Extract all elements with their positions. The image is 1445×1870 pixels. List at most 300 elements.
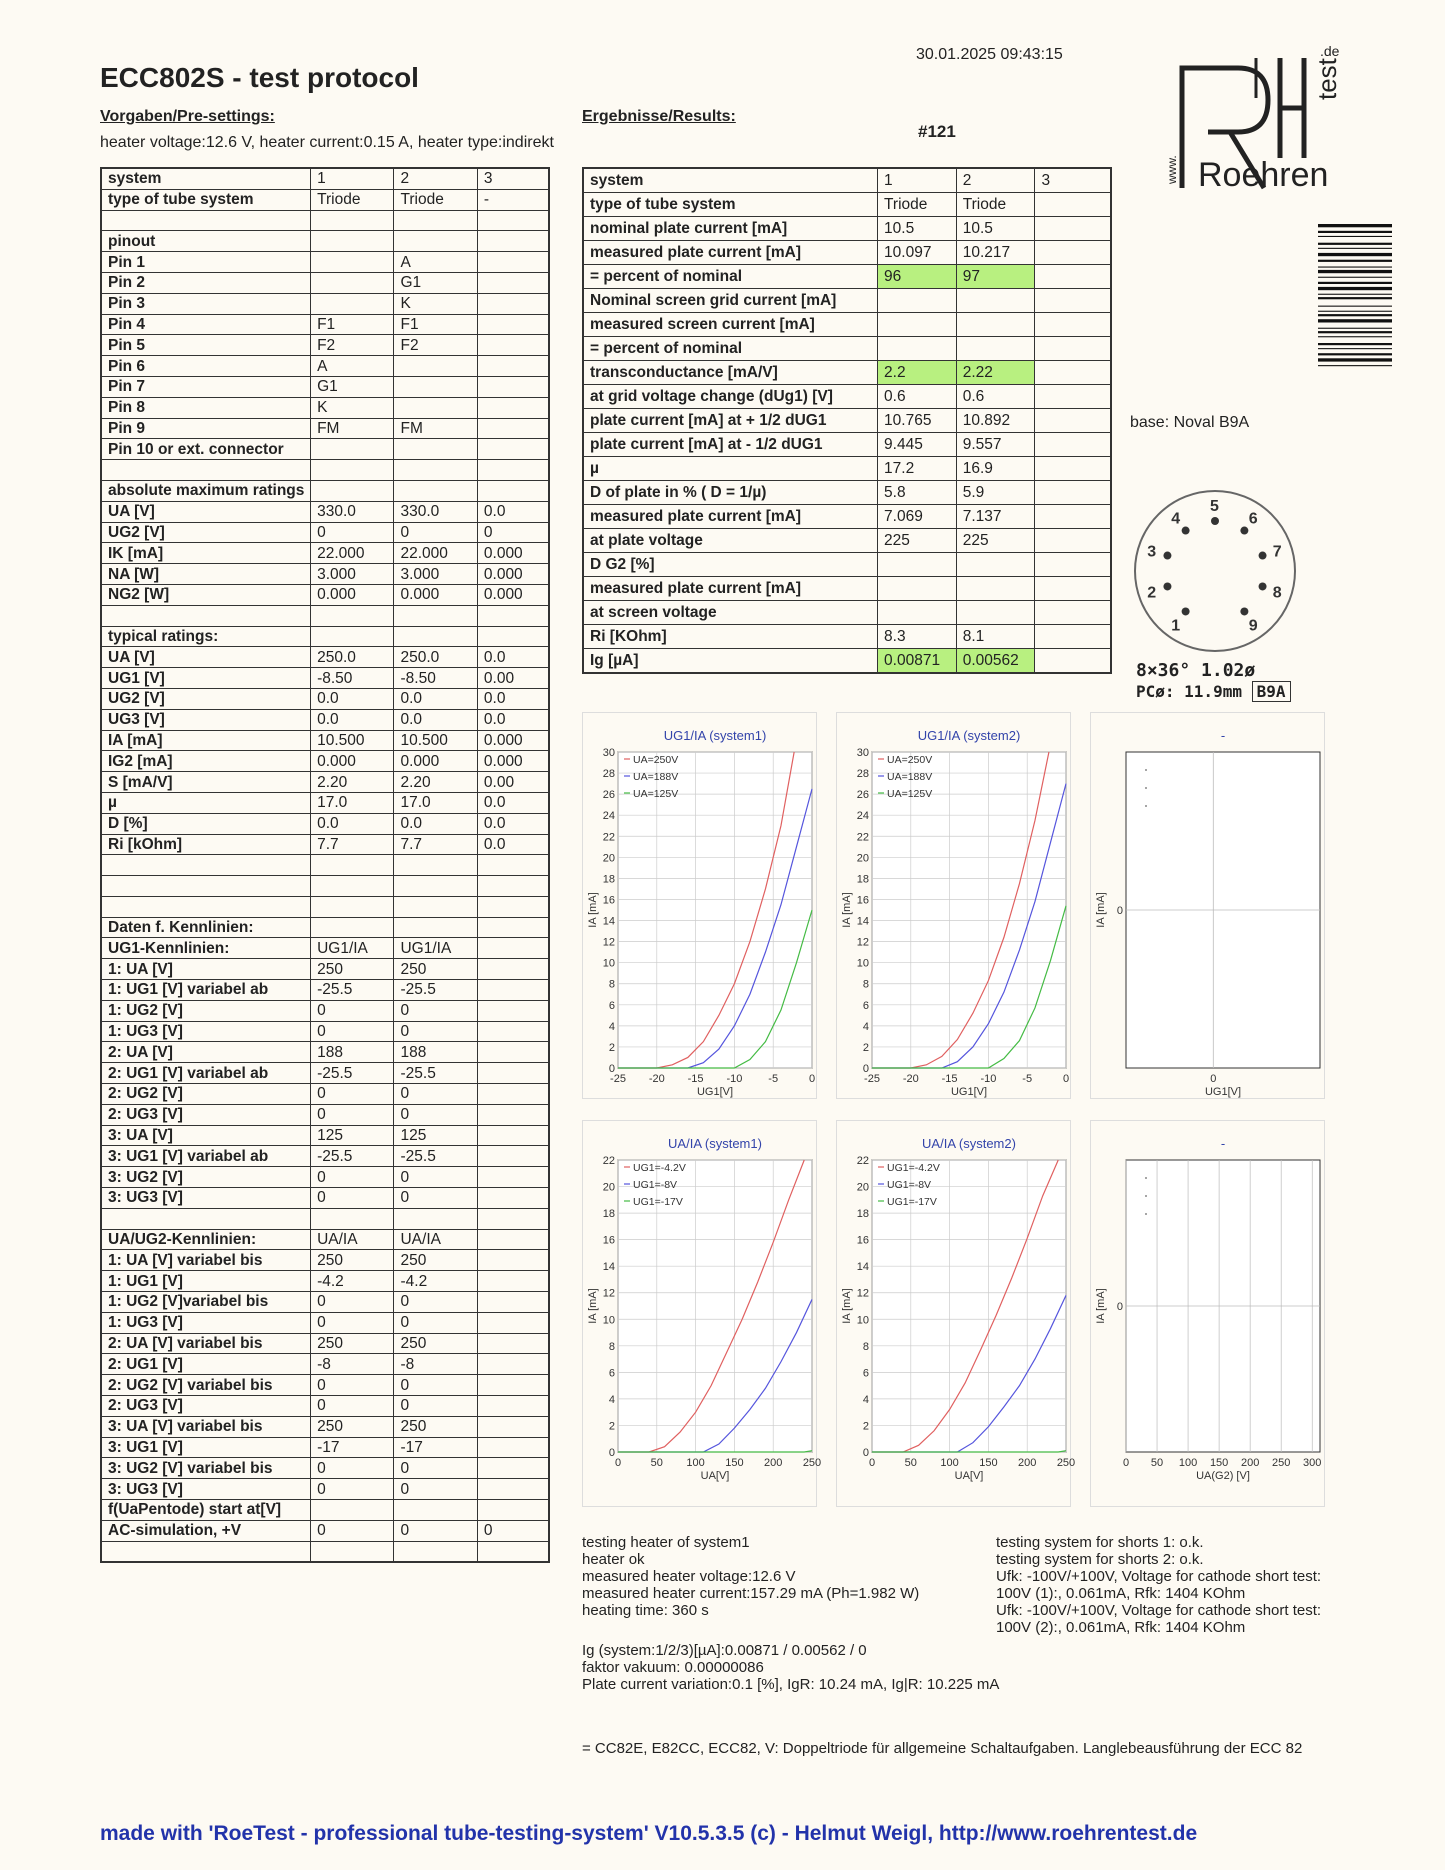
cell-value-3 (1035, 289, 1111, 313)
y-tick-label: 14 (856, 1261, 869, 1274)
cell-value-1: 250 (311, 1250, 394, 1271)
cell-value-1 (311, 1500, 394, 1521)
row-label: Pin 7 (101, 376, 311, 397)
cell-value-3: 3 (477, 168, 549, 189)
x-tick-label: -25 (610, 1073, 626, 1085)
row-label: Pin 4 (101, 314, 311, 335)
cell-value-3 (477, 1084, 549, 1105)
y-tick-label: 0 (862, 1447, 869, 1459)
barcode-bar (1318, 224, 1392, 227)
barcode-bar (1318, 319, 1392, 322)
cell-value-3 (1035, 265, 1111, 289)
row-label: Pin 8 (101, 397, 311, 418)
cell-value-2: 0.00562 (956, 649, 1035, 674)
cell-value-1 (311, 480, 394, 501)
pin-number: 2 (1147, 584, 1157, 602)
row-label (101, 210, 311, 231)
row-label: at grid voltage change (dUg1) [V] (583, 385, 878, 409)
table-row (101, 376, 549, 397)
row-label: 2: UG3 [V] (101, 1104, 311, 1125)
table-row (101, 751, 549, 772)
cell-value-3 (477, 272, 549, 293)
y-axis-label: IA [mA] (587, 892, 599, 928)
pin-number: 4 (1171, 510, 1181, 528)
table-row (101, 522, 549, 543)
y-tick-label: 24 (602, 810, 615, 823)
cell-value-2: -8.50 (394, 668, 477, 689)
cell-value-3: 0.00 (477, 668, 549, 689)
legend-entry: UG1=-8V (633, 1179, 678, 1191)
y-tick-label: 16 (602, 1234, 615, 1247)
y-tick-label: 0 (1116, 905, 1123, 917)
cell-value-1: 5.8 (878, 481, 957, 505)
cell-value-3 (477, 876, 549, 897)
pin-number: 1 (1171, 617, 1181, 635)
cell-value-1: 188 (311, 1042, 394, 1063)
base-label: base: Noval B9A (1130, 414, 1250, 431)
cell-value-3: 0.000 (477, 584, 549, 605)
y-tick-label: 2 (862, 1420, 869, 1433)
y-tick-label: 20 (602, 1181, 615, 1194)
cell-value-2: F1 (394, 314, 477, 335)
row-label: µ (101, 792, 311, 813)
x-tick-label: 200 (764, 1457, 783, 1469)
cell-value-2 (394, 376, 477, 397)
cell-value-2: 7.7 (394, 834, 477, 855)
row-label: 3: UG1 [V] (101, 1437, 311, 1458)
cell-value-3: 0 (477, 522, 549, 543)
cell-value-3 (1035, 625, 1111, 649)
barcode-bar (1318, 365, 1392, 366)
table-row (101, 293, 549, 314)
table-row (101, 335, 549, 356)
note-line: Ufk: -100V/+100V, Voltage for cathode short test: (996, 1602, 1322, 1619)
cell-value-1 (311, 252, 394, 273)
row-label (101, 876, 311, 897)
row-label (101, 1208, 311, 1229)
cell-value-2: 9.557 (956, 433, 1035, 457)
note-line: Plate current variation:0.1 [%], IgR: 10.24 mA, Ig|R: 10.225 mA (582, 1676, 1000, 1693)
cell-value-1: 0.0 (311, 709, 394, 730)
y-tick-label: 0 (1116, 1301, 1123, 1313)
table-row (101, 834, 549, 855)
row-label: measured plate current [mA] (583, 241, 878, 265)
cell-value-3 (477, 1000, 549, 1021)
cell-value-3 (477, 626, 549, 647)
cell-value-1: 1 (878, 168, 957, 193)
barcode-bar (1318, 343, 1392, 345)
cell-value-1 (311, 293, 394, 314)
cell-value-3: 0 (477, 1520, 549, 1541)
table-row (583, 289, 1111, 313)
x-tick-label: 50 (650, 1457, 663, 1469)
row-label: UG2 [V] (101, 688, 311, 709)
table-row (101, 730, 549, 751)
cell-value-2: 0.0 (394, 813, 477, 834)
y-tick-label: 8 (862, 1340, 869, 1353)
row-label: 2: UG2 [V] (101, 1084, 311, 1105)
cell-value-3 (477, 1437, 549, 1458)
cell-value-2: 0.0 (394, 709, 477, 730)
table-row (101, 231, 549, 252)
cell-value-3: 0.0 (477, 501, 549, 522)
cell-value-3 (477, 896, 549, 917)
x-axis-label: UA[V] (700, 1470, 730, 1482)
y-tick-label: 10 (856, 957, 869, 970)
barcode-bar (1318, 348, 1392, 349)
cell-value-1: 0 (311, 1479, 394, 1500)
table-row (101, 1541, 549, 1562)
x-axis-label: UG1[V] (1204, 1086, 1242, 1098)
table-row (101, 917, 549, 938)
cell-value-2 (956, 601, 1035, 625)
cell-value-3 (477, 959, 549, 980)
pin-number: 5 (1210, 498, 1219, 515)
table-row (101, 314, 549, 335)
pin-number: 3 (1147, 543, 1157, 561)
x-tick-label: 50 (1150, 1457, 1164, 1469)
cell-value-2 (394, 876, 477, 897)
cell-value-2: G1 (394, 272, 477, 293)
cell-value-3 (477, 210, 549, 231)
y-tick-label: 0 (608, 1447, 615, 1459)
chart-title: UG1/IA (system2) (917, 728, 1021, 743)
row-label: IA [mA] (101, 730, 311, 751)
cell-value-1 (311, 626, 394, 647)
y-tick-label: 0 (608, 1063, 615, 1075)
row-label: 1: UG1 [V] variabel ab (101, 980, 311, 1001)
table-row (583, 529, 1111, 553)
row-label: nominal plate current [mA] (583, 217, 878, 241)
cell-value-1 (311, 231, 394, 252)
x-axis-label: UG1[V] (696, 1086, 734, 1098)
barcode-bar (1318, 328, 1392, 329)
cell-value-2: FM (394, 418, 477, 439)
barcode-bar (1318, 353, 1392, 355)
chart-title: UA/IA (system2) (922, 1136, 1016, 1151)
pin-hole (1163, 582, 1171, 590)
chart-title: UG1/IA (system1) (663, 728, 767, 743)
page-title: ECC802S - test protocol (100, 62, 419, 93)
y-tick-label: 4 (862, 1020, 869, 1033)
cell-value-1 (311, 605, 394, 626)
table-row (101, 1396, 549, 1417)
table-row (101, 1125, 549, 1146)
cell-value-2: 22.000 (394, 543, 477, 564)
logo-test: test (1312, 58, 1342, 100)
cell-value-1: K (311, 397, 394, 418)
cell-value-2: 8.1 (956, 625, 1035, 649)
cell-value-2: 97 (956, 265, 1035, 289)
note-line: 100V (2):, 0.061mA, Rfk: 1404 KOhm (996, 1619, 1246, 1636)
y-tick-label: 18 (856, 873, 869, 886)
row-label: UA/UG2-Kennlinien: (101, 1229, 311, 1250)
cell-value-1: 0 (311, 1084, 394, 1105)
table-row (101, 252, 549, 273)
cell-value-3 (477, 1312, 549, 1333)
table-row (101, 855, 549, 876)
cell-value-2: 10.892 (956, 409, 1035, 433)
row-label: measured plate current [mA] (583, 505, 878, 529)
row-label: system (583, 168, 878, 193)
row-label: UA [V] (101, 647, 311, 668)
row-label: IG2 [mA] (101, 751, 311, 772)
cell-value-3: 0.000 (477, 730, 549, 751)
table-row (101, 896, 549, 917)
pin-spec-line2 (1136, 682, 1291, 701)
table-row (101, 1437, 549, 1458)
x-tick-label: 250 (1056, 1457, 1076, 1469)
cell-value-3 (477, 1375, 549, 1396)
table-row (101, 1333, 549, 1354)
cell-value-3 (1035, 433, 1111, 457)
cell-value-3 (477, 480, 549, 501)
barcode-bar (1318, 336, 1392, 337)
row-label: UG2 [V] (101, 522, 311, 543)
cell-value-1: 10.097 (878, 241, 957, 265)
row-label: 2: UA [V] (101, 1042, 311, 1063)
y-tick-label: 16 (856, 1234, 869, 1247)
cell-value-1: 0.0 (311, 813, 394, 834)
cell-value-3 (477, 1271, 549, 1292)
cell-value-2: 0 (394, 1188, 477, 1209)
base-code-badge: B9A (1252, 681, 1291, 702)
grid-current-notes (582, 1642, 999, 1693)
x-tick-label: 300 (1303, 1457, 1322, 1469)
cell-value-3 (477, 376, 549, 397)
y-tick-label: 12 (602, 936, 615, 949)
row-label: D [%] (101, 813, 311, 834)
cell-value-1: 0 (311, 1000, 394, 1021)
legend-entry: UA=125V (887, 788, 933, 800)
table-row (101, 1021, 549, 1042)
test-number: #121 (918, 122, 956, 141)
chart-6 (1090, 1120, 1330, 1520)
cell-value-3 (477, 1541, 549, 1562)
cell-value-1 (878, 337, 957, 361)
legend-entry: UA=188V (887, 771, 933, 783)
cell-value-2: 250 (394, 959, 477, 980)
table-row (583, 265, 1111, 289)
cell-value-2: 0 (394, 522, 477, 543)
row-label (101, 605, 311, 626)
row-label: 2: UG1 [V] (101, 1354, 311, 1375)
table-row (583, 361, 1111, 385)
cell-value-1: 0.00871 (878, 649, 957, 674)
table-row (583, 217, 1111, 241)
table-row (101, 772, 549, 793)
table-row (101, 626, 549, 647)
table-row (101, 1500, 549, 1521)
table-row (101, 501, 549, 522)
cell-value-2: 2 (394, 168, 477, 189)
y-tick-label: 2 (608, 1420, 615, 1433)
cell-value-3 (477, 1125, 549, 1146)
row-label: Pin 6 (101, 356, 311, 377)
note-line: measured heater voltage:12.6 V (582, 1568, 796, 1585)
cell-value-1: 330.0 (311, 501, 394, 522)
legend-entry: UG1=-4.2V (633, 1162, 686, 1174)
cell-value-1: G1 (311, 376, 394, 397)
cell-value-1: 22.000 (311, 543, 394, 564)
x-tick-label: -10 (980, 1073, 997, 1085)
pre-settings-header: Vorgaben/Pre-settings: (100, 108, 275, 125)
row-label: pinout (101, 231, 311, 252)
cell-value-2: 188 (394, 1042, 477, 1063)
chart-1 (582, 712, 822, 1112)
barcode-bar (1318, 358, 1392, 361)
cell-value-3 (477, 252, 549, 273)
cell-value-1: 250 (311, 959, 394, 980)
table-row (101, 168, 549, 189)
row-label: S [mA/V] (101, 772, 311, 793)
cell-value-2: 0 (394, 1458, 477, 1479)
cell-value-2: 2.22 (956, 361, 1035, 385)
y-tick-label: 16 (602, 894, 615, 907)
table-row (101, 688, 549, 709)
table-row (101, 480, 549, 501)
row-label: 1: UG3 [V] (101, 1021, 311, 1042)
x-tick-label: -20 (648, 1073, 665, 1085)
row-label: type of tube system (583, 193, 878, 217)
cell-value-2: 0.000 (394, 751, 477, 772)
cell-value-1: 10.5 (878, 217, 957, 241)
cell-value-1: -25.5 (311, 1146, 394, 1167)
x-tick-label: 250 (802, 1457, 822, 1469)
legend-entry: UA=250V (633, 754, 679, 766)
row-label: typical ratings: (101, 626, 311, 647)
cell-value-3 (477, 1229, 549, 1250)
cell-value-2: 7.137 (956, 505, 1035, 529)
note-line: testing system for shorts 2: o.k. (996, 1551, 1204, 1568)
cell-value-2 (394, 605, 477, 626)
heater-test-notes (582, 1534, 919, 1619)
cell-value-1 (878, 553, 957, 577)
row-label: measured plate current [mA] (583, 577, 878, 601)
cell-value-3 (1035, 601, 1111, 625)
cell-value-2: 0 (394, 1292, 477, 1313)
legend-marker (1145, 1177, 1147, 1179)
y-tick-label: 20 (856, 852, 869, 865)
cell-value-3 (477, 1021, 549, 1042)
table-row (583, 241, 1111, 265)
row-label: UG3 [V] (101, 709, 311, 730)
cell-value-3 (477, 397, 549, 418)
x-tick-label: 0 (868, 1457, 876, 1469)
cell-value-1: -25.5 (311, 980, 394, 1001)
table-row (101, 1479, 549, 1500)
y-tick-label: 26 (856, 789, 869, 802)
y-axis-label: IA [mA] (1095, 892, 1107, 928)
cell-value-3 (477, 1146, 549, 1167)
cell-value-1: 96 (878, 265, 957, 289)
barcode-bar (1318, 311, 1392, 312)
x-tick-label: -15 (687, 1073, 704, 1085)
cell-value-1 (878, 313, 957, 337)
cell-value-3 (477, 1333, 549, 1354)
y-tick-label: 18 (602, 1208, 615, 1221)
cell-value-3: 3 (1035, 168, 1111, 193)
cell-value-3: 0.000 (477, 564, 549, 585)
pin-hole (1259, 582, 1267, 590)
cell-value-2: 0.0 (394, 688, 477, 709)
cell-value-3 (1035, 241, 1111, 265)
row-label (101, 896, 311, 917)
table-row (101, 439, 549, 460)
cell-value-2 (394, 460, 477, 481)
table-row (583, 193, 1111, 217)
cell-value-3 (477, 231, 549, 252)
table-row (101, 1167, 549, 1188)
cell-value-1: 0 (311, 1188, 394, 1209)
cell-value-3: 0.0 (477, 813, 549, 834)
cell-value-1: 0 (311, 522, 394, 543)
y-tick-label: 2 (608, 1041, 615, 1054)
legend-entry: UG1=-8V (887, 1179, 932, 1191)
cell-value-2: -17 (394, 1437, 477, 1458)
table-row (583, 505, 1111, 529)
cell-value-3 (1035, 505, 1111, 529)
table-row (101, 709, 549, 730)
x-axis-label: UG1[V] (950, 1086, 988, 1098)
row-label: Pin 10 or ext. connector (101, 439, 311, 460)
pin-number: 9 (1248, 617, 1258, 635)
cell-value-3 (477, 1250, 549, 1271)
table-row (101, 1250, 549, 1271)
cell-value-2 (394, 210, 477, 231)
y-tick-label: 10 (602, 1314, 615, 1327)
y-axis-label: IA [mA] (587, 1288, 599, 1324)
x-tick-label: -5 (1022, 1073, 1033, 1085)
cell-value-1 (878, 577, 957, 601)
x-tick-label: 0 (614, 1457, 622, 1469)
cell-value-3 (1035, 337, 1111, 361)
cell-value-1: 0 (311, 1458, 394, 1479)
row-label (101, 1541, 311, 1562)
cell-value-1 (311, 896, 394, 917)
row-label: 2: UG1 [V] variabel ab (101, 1063, 311, 1084)
cell-value-1: 0 (311, 1520, 394, 1541)
table-row (583, 481, 1111, 505)
cell-value-2: 0 (394, 1375, 477, 1396)
cell-value-3 (1035, 553, 1111, 577)
chart-title: UA/IA (system1) (668, 1136, 762, 1151)
cell-value-2: -4.2 (394, 1271, 477, 1292)
cell-value-3 (1035, 529, 1111, 553)
table-row (101, 1084, 549, 1105)
table-row (583, 337, 1111, 361)
table-row (101, 1520, 549, 1541)
table-row (101, 1375, 549, 1396)
row-label: system (101, 168, 311, 189)
chart-title: - (1220, 1136, 1226, 1151)
row-label: plate current [mA] at + 1/2 dUG1 (583, 409, 878, 433)
table-row (101, 813, 549, 834)
y-tick-label: 22 (602, 1155, 615, 1167)
row-label: 1: UA [V] (101, 959, 311, 980)
cell-value-3 (477, 1458, 549, 1479)
y-tick-label: 6 (862, 999, 869, 1012)
results-header: Ergebnisse/Results: (582, 108, 736, 125)
table-row (101, 1416, 549, 1437)
table-row (101, 605, 549, 626)
row-label: measured screen current [mA] (583, 313, 878, 337)
cell-value-1: 0 (311, 1021, 394, 1042)
row-label: Pin 2 (101, 272, 311, 293)
cell-value-3 (477, 605, 549, 626)
pin-diagram (1130, 486, 1300, 656)
cell-value-1: F1 (311, 314, 394, 335)
